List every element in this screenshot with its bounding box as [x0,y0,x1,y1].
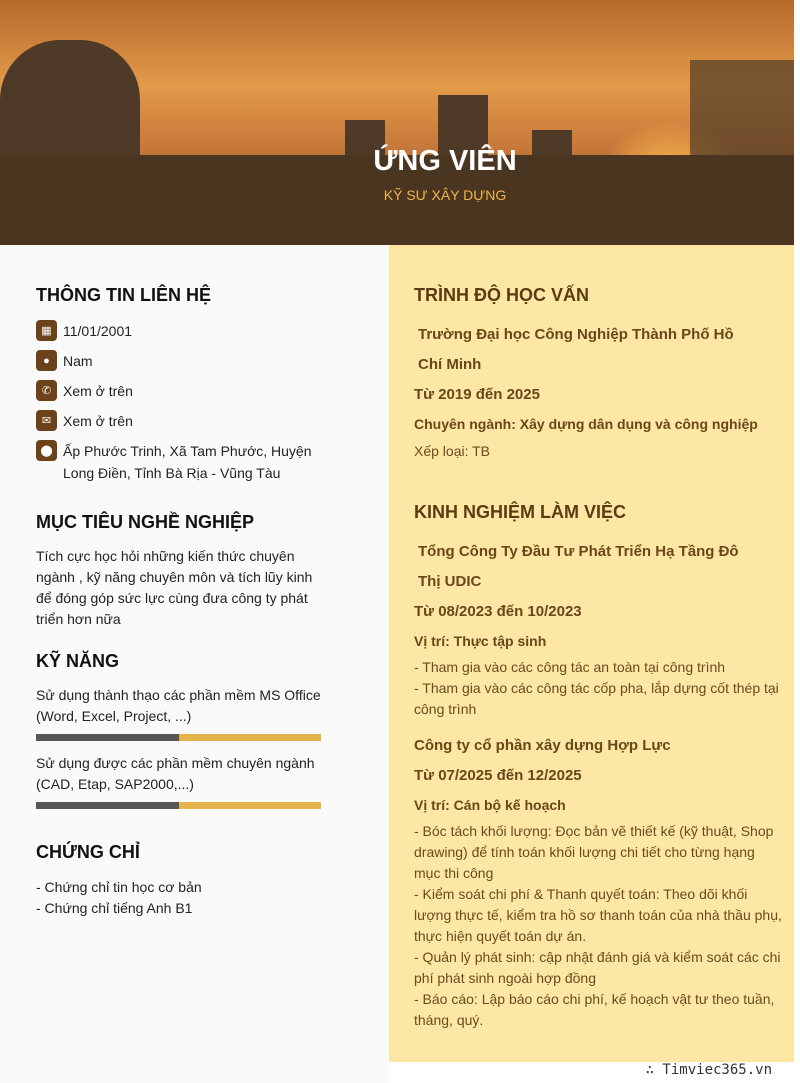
skill-bar [36,802,321,809]
cert-item: - Chứng chỉ tin học cơ bản [36,879,202,895]
education-grade: Xếp loại: TB [414,443,491,459]
job-duty: - Tham gia vào các công tác cốp pha, lắp dựng cốt thép tại công trình [414,680,779,717]
contact-text: Xem ở trên [63,413,133,429]
user-icon: ● [36,350,57,371]
school-name: Trường Đại học Công Nghiệp Thành Phố Hồ Chí Minh [418,326,734,373]
job-period: Từ 08/2023 đến 10/2023 [414,603,582,620]
job-duty: - Quản lý phát sinh: cập nhật đánh giá và kiểm soát các chi phí phát sinh ngoài hợp đồng [414,949,781,986]
candidate-title: KỸ SƯ XÂY DỰNG [383,187,507,203]
job-duty: - Báo cáo: Lập báo cáo chi phí, kế hoạch vật tư theo tuần, tháng, quý. [414,991,775,1028]
job-position: Vị trí: Cán bộ kế hoạch [414,797,566,813]
contact-gender [36,350,93,372]
education-major: Chuyên ngành: Xây dựng dân dụng và công nghiệp [414,416,758,432]
contact-text: Nam [63,353,93,369]
skill-bar-fill [36,734,179,741]
cert-item: - Chứng chỉ tiếng Anh B1 [36,900,193,916]
experience-heading: KINH NGHIỆM LÀM VIỆC [414,502,627,522]
location-icon: ⬤ [36,440,57,461]
footer-brand[interactable]: ∴ Timviec365.vn [645,1062,772,1078]
objective-heading: MỤC TIÊU NGHỀ NGHIỆP [36,512,255,532]
contact-phone [36,380,133,402]
job-company: Công ty cổ phần xây dựng Hợp Lực [414,737,671,754]
certs-heading: CHỨNG CHỈ [36,842,140,862]
calendar-icon: ▦ [36,320,57,341]
skill-bar-fill [36,802,179,809]
contact-text: Ấp Phước Trinh, Xã Tam Phước, Huyện Long Điền, Tỉnh Bà Rịa - Vũng Tàu [63,443,312,481]
skills-heading: KỸ NĂNG [36,651,120,671]
education-heading: TRÌNH ĐỘ HỌC VẤN [414,285,589,305]
contact-text: Xem ở trên [63,383,133,399]
contact-heading: THÔNG TIN LIÊN HỆ [36,285,211,305]
right-content [389,0,794,1062]
skill-text: Sử dụng được các phần mềm chuyên ngành (CAD, Etap, SAP2000,...) [36,755,315,792]
skill-text: Sử dụng thành thạo các phần mềm MS Office (Word, Excel, Project, ...) [36,687,321,724]
job-position: Vị trí: Thực tập sinh [414,633,547,649]
candidate-name: ỨNG VIÊN [373,145,517,177]
objective-text: Tích cực học hỏi những kiến thức chuyên ngành , kỹ năng chuyên môn và tích lũy kinh để đóng góp sức lực cùng đưa công ty phát triển hơn nữa [36,548,313,627]
email-icon: ✉ [36,410,57,431]
education-period: Từ 2019 đến 2025 [414,386,540,403]
job-duty: - Tham gia vào các công tác an toàn tại công trình [414,659,726,675]
job-duty: - Kiểm soát chi phí & Thanh quyết toán: Theo dõi khối lượng thực tế, kiểm tra hồ sơ thanh toán của nhà thầu phụ, thực hiện quyết toán dự án. [414,886,782,944]
job-duty: - Bóc tách khối lượng: Đọc bản vẽ thiết kế (kỹ thuật, Shop drawing) để tính toán khối lượng chi tiết cho từng hạng mục thi công [414,823,774,881]
job-company: Tổng Công Ty Đầu Tư Phát Triển Hạ Tầng Đô Thị UDIC [418,543,739,590]
phone-icon: ✆ [36,380,57,401]
contact-dob [36,320,132,342]
contact-text: 11/01/2001 [63,323,133,339]
contact-address [36,440,316,484]
job-period: Từ 07/2025 đến 12/2025 [414,767,582,784]
contact-email [36,410,133,432]
skill-bar [36,734,321,741]
